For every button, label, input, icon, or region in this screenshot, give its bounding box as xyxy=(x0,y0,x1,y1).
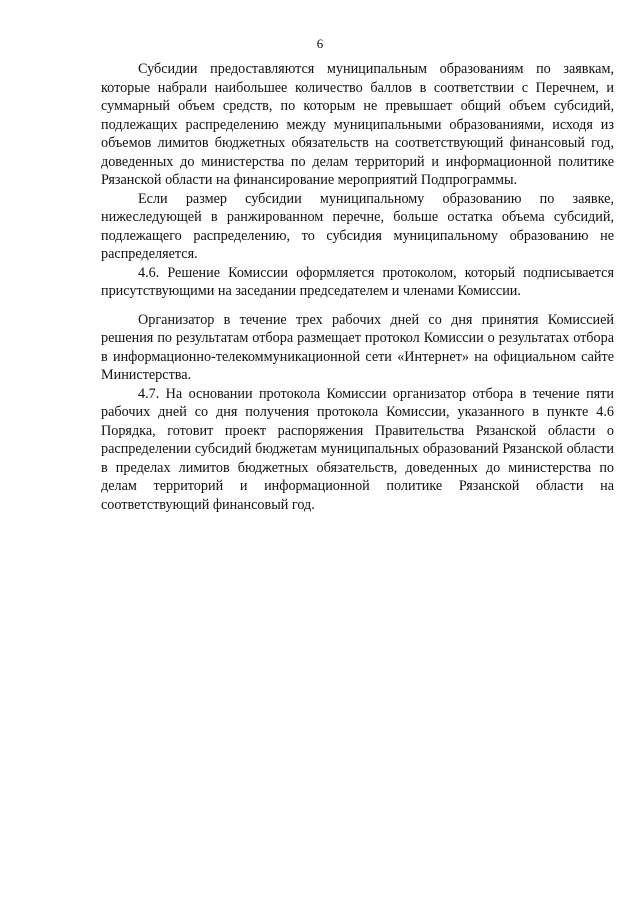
document-body xyxy=(101,60,614,514)
paragraph-4-6-commission-decision: 4.6. Решение Комиссии оформляется протоколом, который подписывается присутствующими на заседании председателем и членами Комиссии. xyxy=(101,264,614,299)
paragraph-subsidy-not-distributed: Если размер субсидии муниципальному образованию по заявке, нижеследующей в ранжированном перечне, больше остатка объема субсидий, подлежащего распределению, то субсидия муниципальному образованию не распределяется. xyxy=(101,190,614,262)
paragraph-protocol-publication: Организатор в течение трех рабочих дней со дня принятия Комиссией решения по результатам отбора размещает протокол Комиссии о результатах отбора в информационно-телекоммуникационной сети «Интернет» на официальном сайте Министерства. xyxy=(101,311,614,383)
paragraph-4-7-draft-order: 4.7. На основании протокола Комиссии организатор отбора в течение пяти рабочих дней со дня получения протокола Комиссии, указанного в пункте 4.6 Порядка, готовит проект распоряжения Правительства Рязанской области о распределении субсидий бюджетам муниципальных образований Рязанской области в пределах лимитов бюджетных обязательств, доведенных до министерства по делам территорий и информационной политике Рязанской области на соответствующий финансовый год. xyxy=(101,385,614,513)
paragraph-subsidies-granted: Субсидии предоставляются муниципальным образованиям по заявкам, которые набрали наибольшее количество баллов в соответствии с Перечнем, и суммарный объем средств, по которым не превышает общий объем субсидий, подлежащих распределению между муниципальными образованиями, исходя из объемов лимитов бюджетных обязательств на соответствующий финансовый год, доведенных до министерства по делам территорий и информационной политике Рязанской области на финансирование мероприятий Подпрограммы. xyxy=(101,61,614,188)
page-number: 6 xyxy=(316,36,324,51)
